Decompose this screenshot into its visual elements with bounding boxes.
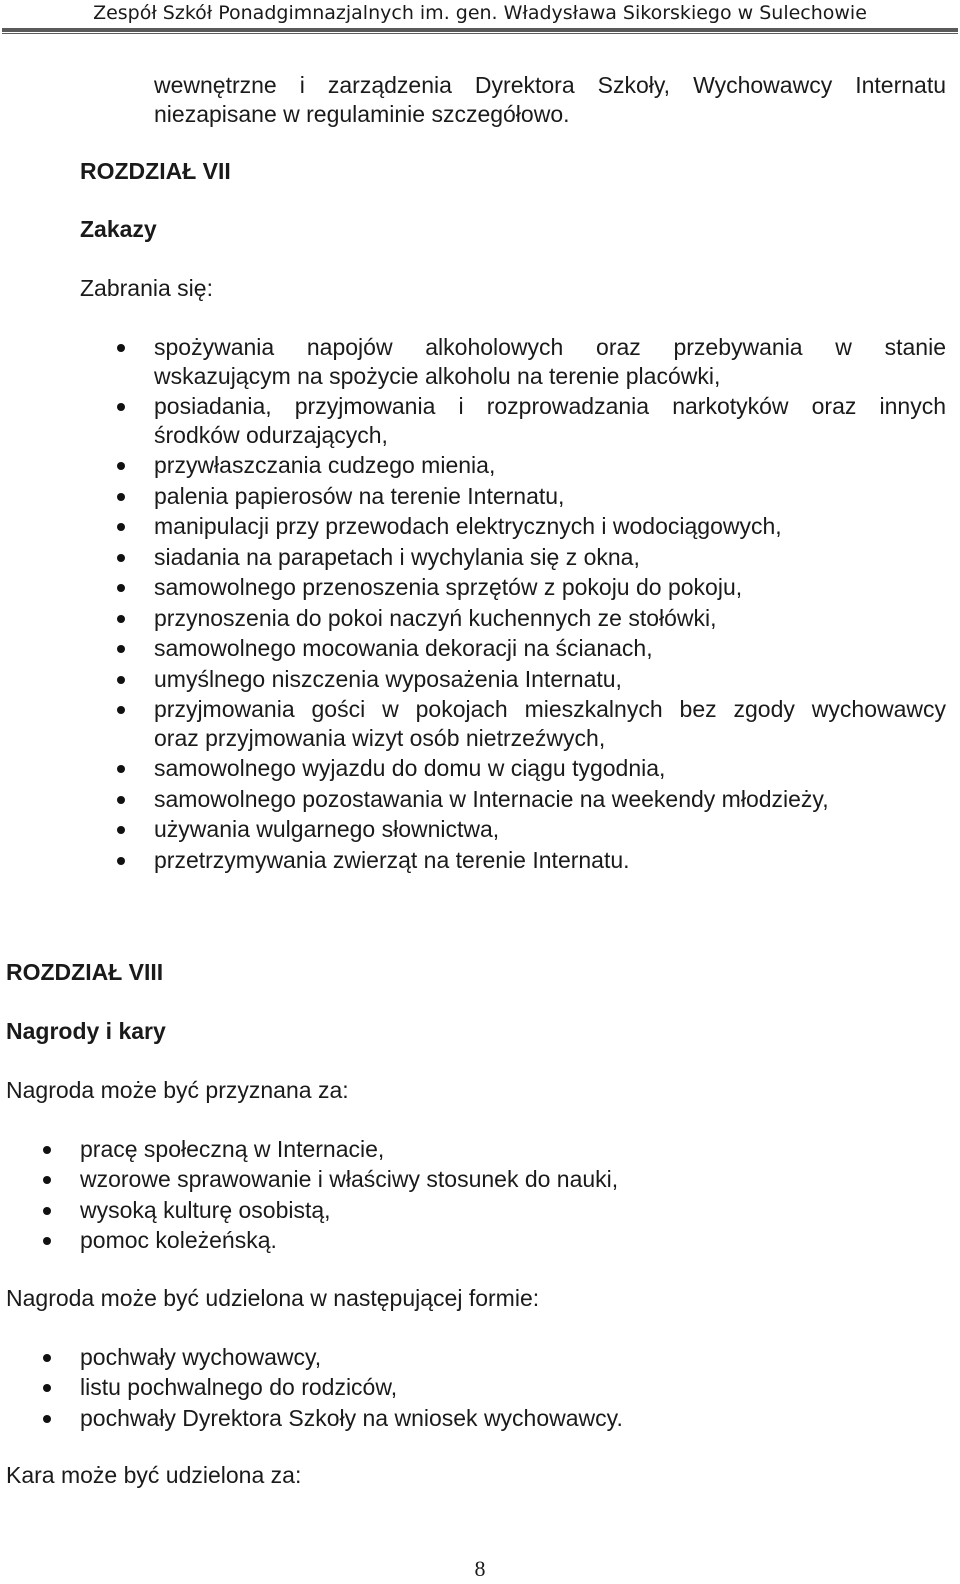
list-item-text: przywłaszczania cudzego mienia, [154, 452, 496, 479]
intro-paragraph [154, 71, 946, 129]
list-item [154, 392, 946, 450]
list-item-text: samowolnego pozostawania w Internacie na weekendy młodzieży, [154, 785, 829, 812]
bullet-icon [117, 493, 125, 501]
chapter-7-lead: Zabrania się: [80, 275, 213, 301]
list-item-text: przynoszenia do pokoi naczyń kuchennych ze stołówki, [154, 604, 717, 631]
list-item [154, 695, 946, 753]
bullet-icon [117, 676, 125, 684]
list-item-text: posiadania, przyjmowania i rozprowadzania narkotyków oraz innych [154, 393, 946, 420]
list-item [154, 451, 946, 480]
list-item-text: siadania na parapetach i wychylania się z okna, [154, 543, 640, 570]
list-item-text: przyjmowania gości w pokojach mieszkalnych bez zgody wychowawcy [154, 696, 946, 723]
bullet-icon [117, 554, 125, 562]
chapter-8-subheading: Nagrody i kary [6, 1018, 166, 1044]
list-item-text: samowolnego przenoszenia sprzętów z pokoju do pokoju, [154, 574, 743, 601]
bullet-icon [117, 857, 125, 865]
list-item-text: samowolnego mocowania dekoracji na ścianach, [154, 635, 653, 662]
bullet-icon [117, 765, 125, 773]
list-item [154, 665, 946, 694]
list-item [80, 1135, 780, 1164]
bullet-icon [43, 1176, 51, 1184]
list-item [154, 846, 946, 875]
chapter-8-heading: ROZDZIAŁ VIII [6, 959, 164, 985]
bullet-icon [117, 615, 125, 623]
list-item [80, 1196, 780, 1225]
list-item [154, 634, 946, 663]
list-item [154, 754, 946, 783]
list-item [80, 1343, 780, 1372]
list-item [154, 482, 946, 511]
list-item-text: oraz przyjmowania wizyt osób nietrzeźwych, [154, 725, 606, 752]
bullet-icon [43, 1237, 51, 1245]
list-item-text: palenia papierosów na terenie Internatu, [154, 482, 565, 509]
intro-line: niezapisane w regulaminie szczegółowo. [154, 101, 570, 127]
bullet-icon [117, 344, 125, 352]
bullet-icon [117, 523, 125, 531]
bullet-icon [117, 403, 125, 411]
list-item-text: wysoką kulturę osobistą, [80, 1196, 331, 1223]
list-item [154, 573, 946, 602]
bullet-icon [117, 826, 125, 834]
list-item-text: umyślnego niszczenia wyposażenia Internatu, [154, 665, 622, 692]
bullet-icon [117, 462, 125, 470]
list-item-text: pomoc koleżeńską. [80, 1227, 277, 1254]
list-item [80, 1404, 780, 1433]
list-item-text: przetrzymywania zwierząt na terenie Internatu. [154, 846, 630, 873]
list-item [154, 785, 946, 814]
prohibitions-list [154, 333, 946, 876]
list-item [154, 512, 946, 541]
list-item-text: używania wulgarnego słownictwa, [154, 816, 500, 843]
list-item-text: manipulacji przy przewodach elektrycznych i wodociągowych, [154, 513, 782, 540]
list-item-text: spożywania napojów alkoholowych oraz przebywania w stanie [154, 334, 946, 360]
bullet-icon [43, 1384, 51, 1392]
list-item-text: samowolnego wyjazdu do domu w ciągu tygodnia, [154, 755, 666, 782]
list-item [80, 1165, 780, 1194]
list-item [154, 604, 946, 633]
award-forms-list [80, 1343, 780, 1434]
chapter-7-subheading: Zakazy [80, 216, 157, 242]
chapter-7-heading: ROZDZIAŁ VII [80, 158, 231, 184]
bullet-icon [43, 1207, 51, 1215]
list-item [154, 333, 946, 391]
list-item-text: wskazującym na spożycie alkoholu na terenie placówki, [154, 363, 721, 389]
list-item-text: pochwały wychowawcy, [80, 1344, 322, 1370]
list-item [80, 1226, 780, 1255]
bullet-icon [117, 584, 125, 592]
penalty-lead: Kara może być udzielona za: [6, 1462, 302, 1488]
list-item-text: wzorowe sprawowanie i właściwy stosunek do nauki, [80, 1166, 619, 1193]
list-item-text: środków odurzających, [154, 422, 388, 449]
list-item-text: pracę społeczną w Internacie, [80, 1136, 385, 1162]
intro-line: wewnętrzne i zarządzenia Dyrektora Szkoły, Wychowawcy Internatu [154, 72, 946, 98]
bullet-icon [117, 706, 125, 714]
list-item [154, 815, 946, 844]
bullet-icon [43, 1146, 51, 1154]
list-item [80, 1373, 780, 1402]
bullet-icon [117, 645, 125, 653]
bullet-icon [43, 1415, 51, 1423]
bullet-icon [117, 796, 125, 804]
list-item-text: listu pochwalnego do rodziców, [80, 1374, 398, 1401]
award-reasons-list [80, 1135, 780, 1257]
list-item-text: pochwały Dyrektora Szkoły na wniosek wychowawcy. [80, 1404, 623, 1431]
list-item [154, 543, 946, 572]
award-form-lead: Nagroda może być udzielona w następującej formie: [6, 1285, 540, 1311]
page-number: 8 [474, 1556, 486, 1581]
header-title: Zespół Szkół Ponadgimnazjalnych im. gen. Władysława Sikorskiego w Sulechowie [93, 2, 867, 24]
bullet-icon [43, 1354, 51, 1362]
award-for-lead: Nagroda może być przyznana za: [6, 1077, 349, 1103]
